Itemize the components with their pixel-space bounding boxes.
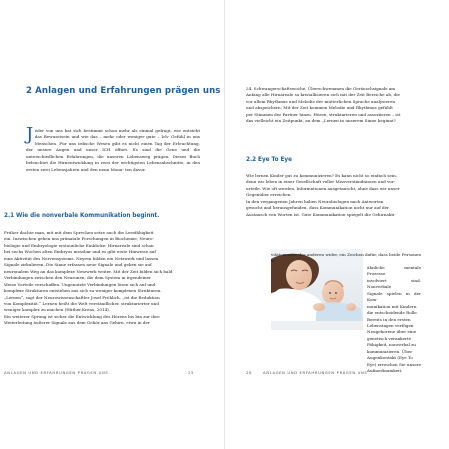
drop-cap: J [26,124,34,145]
body-line: bei sechs Wochen alten Embryos messbar und es gibt erste Hinweise auf [4,249,156,255]
running-head-right: ANLAGEN UND ERFAHRUNGEN PRÄGEN UNS [263,370,368,375]
body-line: weniger komplex zu machen (Hüther,Krens, 2014). [4,307,111,313]
intro-line: Dieses Buch beleuchtet die Hirnentwicklung in zwei der wichtigsten [26,153,200,166]
body-line: urteile. Wie oft werden, Informationen ausgetauscht, ohne dass wir unser [246,185,400,191]
right-page [225,0,449,449]
body-line: involviert sind. Nonverbale [367,277,421,290]
body-line: Signale zirkulieren. Die Sinne erfassen neue Signale und geben sie auf [4,262,152,268]
body-line: Weise Vorteile verschaffen. Ungenutzte Verbindungen lösen sich auf und [4,281,156,287]
body-line: vor allem Rhythmus und Melodie der mütterlichen Sprache analysieren [246,98,396,104]
body-line: biologie und Embryologie erstaunliche Einblicke: Hirnareale sind schon [4,242,154,248]
body-line: und abspeichern. Mit der Zeit kommen Melodie und Rhythmus gefühlt [246,105,393,111]
chapter-title: 2 Anlagen und Erfahrungen prägen uns [26,86,221,96]
body-line: Augenkontakt (Eye To [367,355,413,361]
body-line: das vielleicht ein Zeitpunkt, an dem „Lernen in unserem Sinne beginnt? [246,118,396,124]
body-line: ein. Inzwischen gehen uns pränatale Forschungen in Biochemie, Neuro- [4,236,154,242]
intro-line: Gefühl in uns Menschen. Für uns irdische Wesen gibt es nicht einen Tag [34,134,200,146]
body-line: genetisch verankerte [367,335,412,341]
body-line: munikation mit Kindern [367,303,417,309]
body-line: Anfang alle Hirnareale so kristallisieren sich mit der Zeit Bereiche ab, die [246,92,400,98]
body-line: per Stimmen der Partner hinzu. Hören, strukturieren und assoziieren – ist [246,111,401,117]
body-line: Signale spielen in der Kom- [367,290,421,303]
body-line: gesucht und herausgefunden, dass Kommunikation nicht nur auf der [246,205,390,211]
body-line: neuronalem Weg an das komplexe Netzwerk weiter. Mit der Zeit bilden sich bald [4,268,173,274]
body-line: Wie lernen Kinder gut zu kommunizieren? Es kann nicht so einfach sein, [246,173,398,178]
body-line: Austausch von Worten ist. Gute Kommunikation spiegelt die Gehirnakti- [246,211,396,217]
section-heading-2-2: 2.2 Eye To Eye [246,157,292,163]
body-line: Verbindungen zwischen den Neuronen, die dem System in irgendeiner [4,275,152,281]
body-line: 24. Schwangerschaftswoche. Überschwemmen die Geräuschsignale am [246,86,396,91]
page-number-right: 26 [246,370,253,375]
intro-line: eder von uns hat sich bestimmt schon mehr als einmal gefragt, wie [34,128,181,133]
continued-paragraph [246,86,436,125]
section-2-2-paragraph [246,173,436,218]
body-line: Lebenstagen verfügen [367,322,414,328]
body-line: ähnliche mentale Prozesse [367,264,421,277]
body-line: Aufmerksamkeit. [367,368,403,374]
body-line: komplexe Strukturen entstehen aus sich zu weniger komplexen Strukturen. [4,288,162,294]
intro-line: und die unterschiedlichen Erfahrungen, die unseren Lebensweg prägen. [26,147,200,159]
body-line: Fähigkeit, nonverbal zu [367,342,416,348]
page-number-left: 25 [188,370,195,375]
body-line: vitätsmuster des anderen wider, ein Zeichen dafür, dass beide Personen in [271,252,421,264]
body-line: eine Aktivität des Nervensystems. Neyren bilden ein Netzwerk und lassen [4,255,159,261]
running-head-left: ANLAGEN UND ERFAHRUNGEN PRÄGEN UNS [4,370,109,375]
body-line: die entscheidende Rolle. [367,310,419,316]
body-line: „Lernen“, sagt der Neurowissenschaftler Josef Fröhlich, „ist die Reduktion [4,294,160,300]
intro-line: der Erleuchtung, der unsere Augen und unser ICH öffnet. Es sind die Gene [26,140,200,153]
body-line: kommunizieren. Über [367,348,413,354]
body-line: Gegenüber erreichen. [246,192,292,198]
section-2-1-paragraph [4,230,197,327]
body-line: Früher dachte man, mit mit dem Sprechen setze auch die Lernfähigkeit [4,230,154,235]
intro-line: entsteht das Bewusstsein und wie das – mehr oder weniger gute – Ich- [34,128,201,140]
left-page [0,0,224,449]
section-heading-2-1: 2.1 Wie die nonverbale Kommunikation beginnt. [4,213,160,219]
body-line: Eye) erreichen Sie unsere [367,361,421,367]
body-line: Ein weiterer Sprung ist sicher die Entwicklung des Hörens bis hin zur ihre [4,313,160,319]
body-line: Neugeborene über eine [367,329,417,335]
intro-line: ten davor. [125,166,146,172]
body-line: Weiterleitung äußerer Signale aus dem Gehör ans Gehirn, etwa in der [4,320,150,326]
body-line: denn wir leben in einer Gesellschaft voller Missverständnissen und vor- [246,179,396,185]
body-line: von Komplexität.“ Lernen heißt die Welt verständlicher, strukturierter und [4,300,159,306]
body-line: Bereits in den ersten [367,316,411,322]
body-line: In den vergangenen Jahren haben Neurobiologen nach Antworten [246,198,384,204]
intro-paragraph [26,124,201,173]
intro-line: Lebensabschnitte, in den ersten zwei Lebensjahren und den neun Mona- [26,160,200,172]
